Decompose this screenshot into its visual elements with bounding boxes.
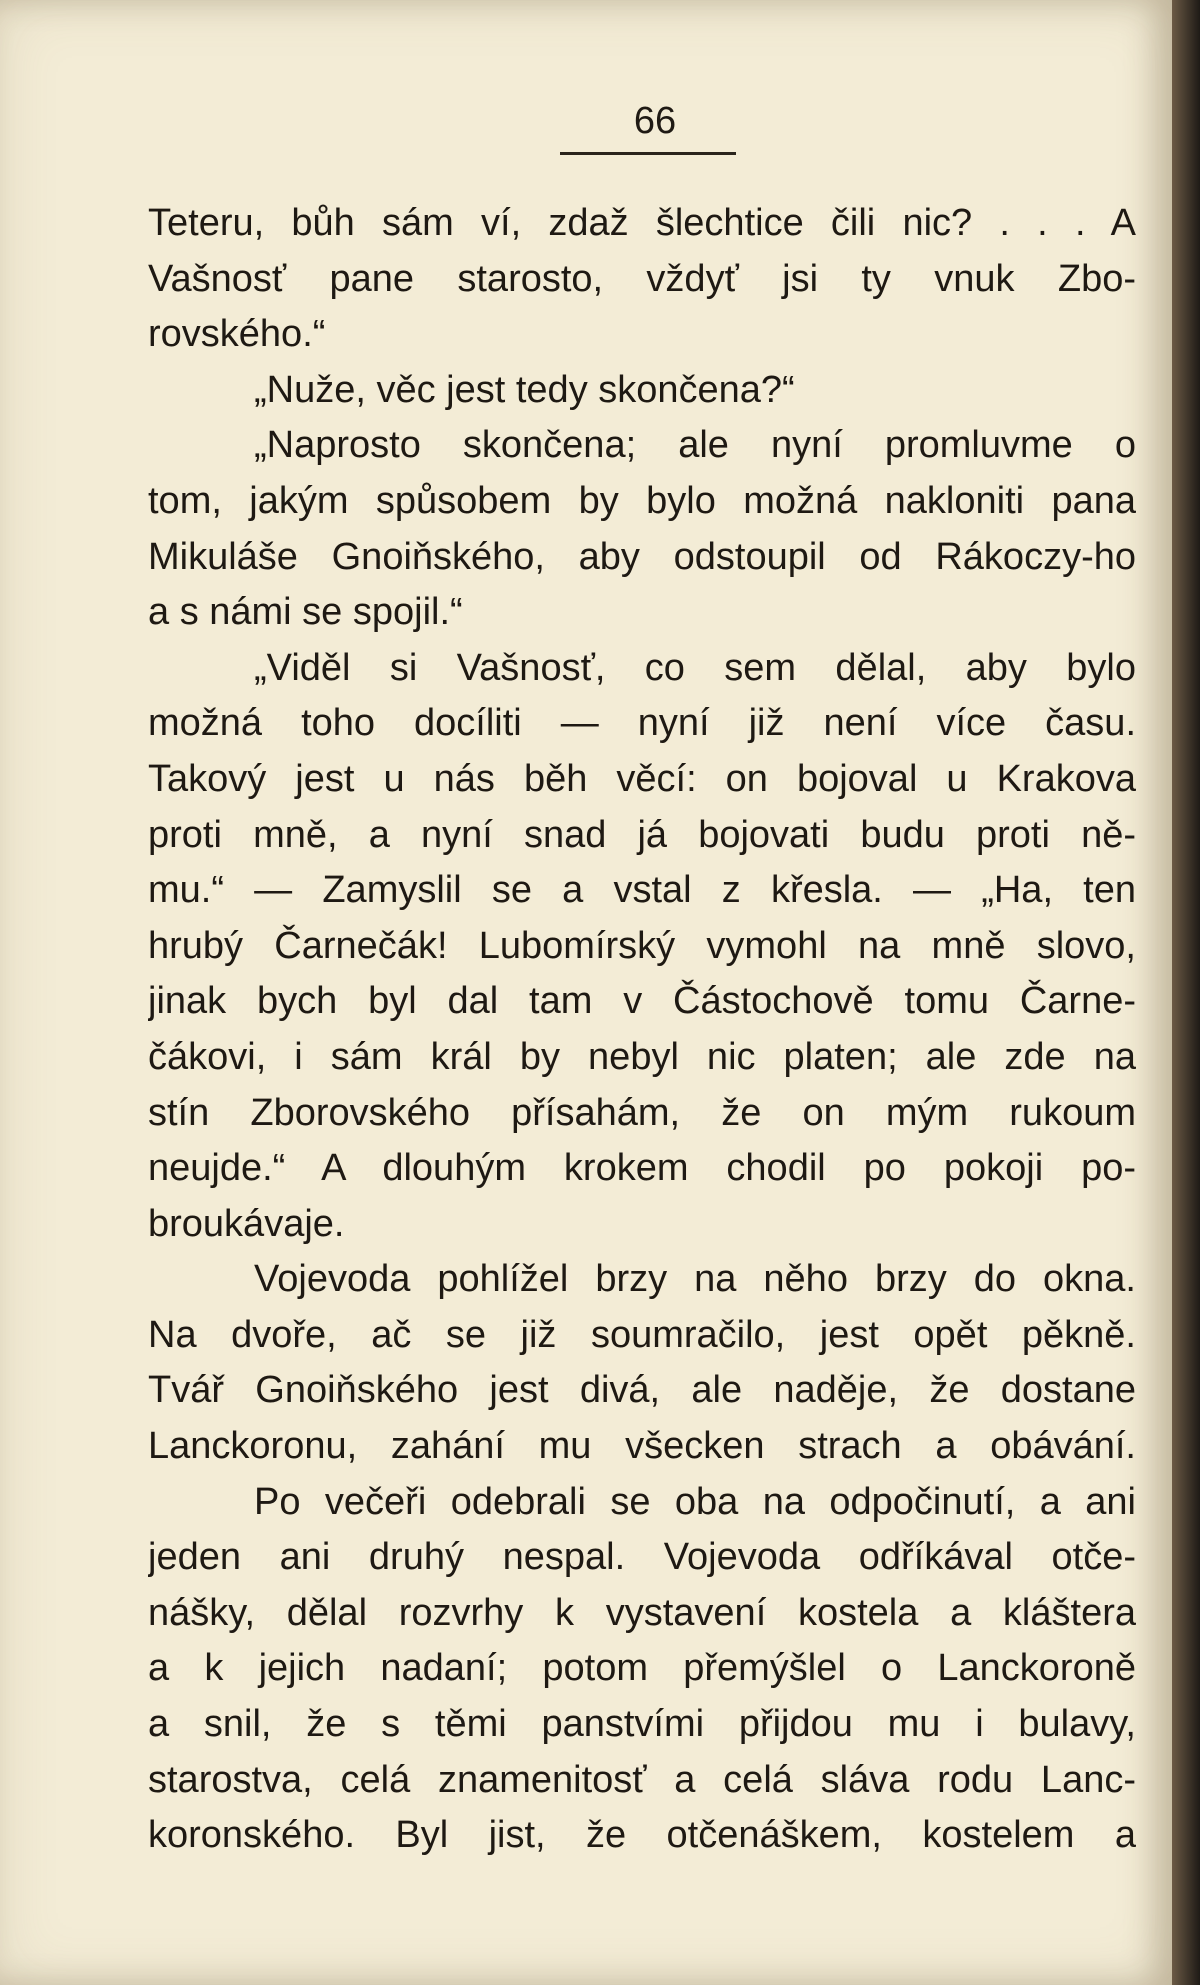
text-line: čákovi, i sám král by nebyl nic platen; ale zde na [148,1035,1136,1078]
text-line: Na dvoře, ač se již soumračilo, jest opět pěkně. [148,1313,1136,1356]
text-line: „Naprosto skončena; ale nyní promluvme o [254,424,1136,467]
text-line: starostva, celá znamenitosť a celá sláva rodu Lanc- [148,1758,1136,1801]
text-line: rovského.“ [148,313,326,356]
text-line: hrubý Čarnečák! Lubomírský vymohl na mně slovo, [148,924,1136,967]
text-line: Vojevoda pohlížel brzy na něho brzy do okna. [254,1258,1136,1301]
text-line: Teteru, bůh sám ví, zdaž šlechtice čili nic? . . . A [148,202,1136,244]
text-line: Po večeři odebrali se oba na odpočinutí, a ani [254,1480,1136,1523]
text-line: a k jejich nadaní; potom přemýšlel o Lanckoroně [148,1647,1136,1690]
text-line: tom, jakým spůsobem by bylo možná nakloniti pana [148,479,1136,522]
text-line: neujde.“ A dlouhým krokem chodil po pokoji po- [148,1147,1136,1190]
book-spine [1172,0,1200,1985]
text-line: Tvář Gnoiňského jest divá, ale naděje, že dostane [148,1369,1136,1412]
text-line: „Viděl si Vašnosť, co sem dělal, aby bylo [254,646,1136,689]
text-line: a s námi se spojil.“ [148,591,463,634]
text-line: stín Zborovského přísahám, že on mým rukoum [148,1091,1136,1134]
text-line: Vašnosť pane starosto, vždyť jsi ty vnuk Zbo- [148,257,1136,300]
text-line: Mikuláše Gnoiňského, aby odstoupil od Rákoczy-ho [148,535,1136,578]
text-line: koronského. Byl jist, že otčenáškem, kostelem a [148,1814,1136,1857]
text-line: jinak bych byl dal tam v Částochově tomu Čarne- [148,980,1136,1023]
page-number: 66 [633,100,677,142]
text-line: Lanckoronu, zahání mu všecken strach a obávání. [148,1425,1136,1468]
text-line: nášky, dělal rozvrhy k vystavení kostela a kláštera [148,1591,1136,1634]
text-line: a snil, že s těmi panstvími přijdou mu i bulavy, [148,1703,1136,1746]
body-text [148,196,1136,1864]
text-line: možná toho docíliti — nyní již není více času. [148,702,1136,745]
text-line: broukávaje. [148,1202,345,1245]
text-line: mu.“ — Zamyslil se a vstal z křesla. — „Ha, ten [148,869,1136,912]
text-line: „Nuže, věc jest tedy skončena?“ [254,368,795,411]
page-number-rule [560,152,736,155]
text-line: Takový jest u nás běh věcí: on bojoval u Krakova [148,757,1136,800]
text-line: jeden ani druhý nespal. Vojevoda odříkával otče- [148,1536,1136,1579]
text-line: proti mně, a nyní snad já bojovati budu proti ně- [148,813,1136,856]
